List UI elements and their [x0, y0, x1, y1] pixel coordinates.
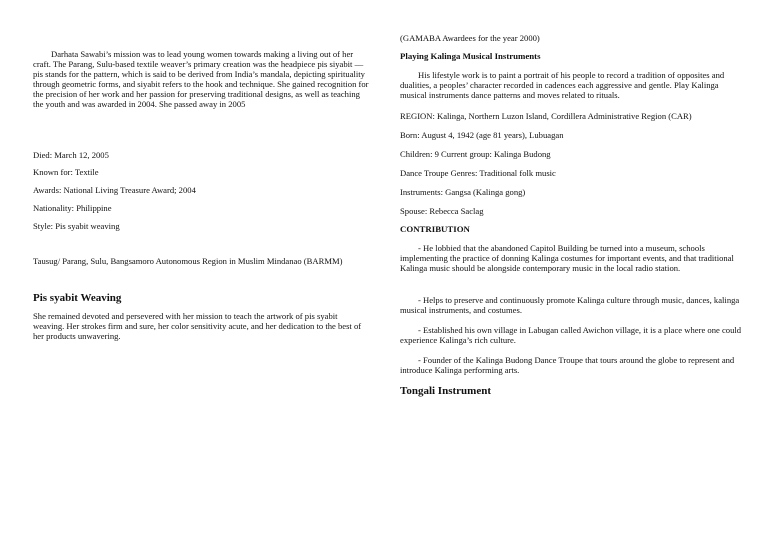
contribution-item: - He lobbied that the abandoned Capitol Building be turned into a museum, schools implementing the practice of donning Kalinga costumes for important events, and that traditional Kalinga music should be alongside contemporary music in the local radio station. [400, 243, 734, 273]
contribution-item: - Helps to preserve and continuously promote Kalinga culture through music, dances, kalinga musical instruments, and costumes. [400, 295, 740, 315]
section-heading-instruments: Playing Kalinga Musical Instruments [400, 51, 541, 61]
born-line: Born: August 4, 1942 (age 81 years), Lubuagan [400, 130, 564, 140]
died-line: Died: March 12, 2005 [33, 150, 109, 160]
known-for-line: Known for: Textile [33, 167, 99, 177]
section-heading: Pis syabit Weaving [33, 292, 122, 304]
genres-line: Dance Troupe Genres: Traditional folk music [400, 168, 556, 178]
section-paragraph: She remained devoted and persevered with her mission to teach the artwork of pis syabit weaving. Her strokes firm and sure, her color sensitivity acute, and her dedication to the best of her products unwavering. [33, 311, 362, 341]
contribution-item: - Established his own village in Labugan called Awichon village, it is a place where one could experience Kalinga’s rich culture. [400, 325, 742, 345]
contribution-heading: CONTRIBUTION [400, 224, 470, 234]
final-heading: Tongali Instrument [400, 385, 491, 397]
region-line: REGION: Kalinga, Northern Luzon Island, Cordillera Administrative Region (CAR) [400, 111, 692, 121]
contribution-item: - Founder of the Kalinga Budong Dance Troupe that tours around the globe to represent and introduce Kalinga performing arts. [400, 355, 735, 375]
nationality-line: Nationality: Philippine [33, 203, 112, 213]
awardees-note: (GAMABA Awardees for the year 2000) [400, 33, 540, 43]
location-line: Tausug/ Parang, Sulu, Bangsamoro Autonomous Region in Muslim Mindanao (BARMM) [33, 256, 343, 266]
style-line: Style: Pis syabit weaving [33, 221, 120, 231]
spouse-line: Spouse: Rebecca Saclag [400, 206, 484, 216]
intro-paragraph: Darhata Sawabi’s mission was to lead young women towards making a living out of her craft. The Parang, Sulu-based textile weaver’s primary creation was the headpiece pis siyabit — pis stands for the pattern, which is said to be derived from India’s mandala, depicting spirituality through geometric forms, and siyabit refers to the hook and technique. She gained recognition for the precision of her work and her passion for preserving traditional designs, as well as teaching the youth and was awarded in 2004. She passed away in 2005 [33, 49, 369, 109]
instruments-line: Instruments: Gangsa (Kalinga gong) [400, 187, 526, 197]
intro-paragraph: His lifestyle work is to paint a portrait of his people to record a tradition of opposites and dualities, a peoples’ character recorded in cadences each aggressive and gentle. Play Kalinga musical instruments dance patterns and moves related to rituals. [400, 70, 725, 100]
children-line: Children: 9 Current group: Kalinga Budong [400, 149, 551, 159]
awards-line: Awards: National Living Treasure Award; 2004 [33, 185, 196, 195]
